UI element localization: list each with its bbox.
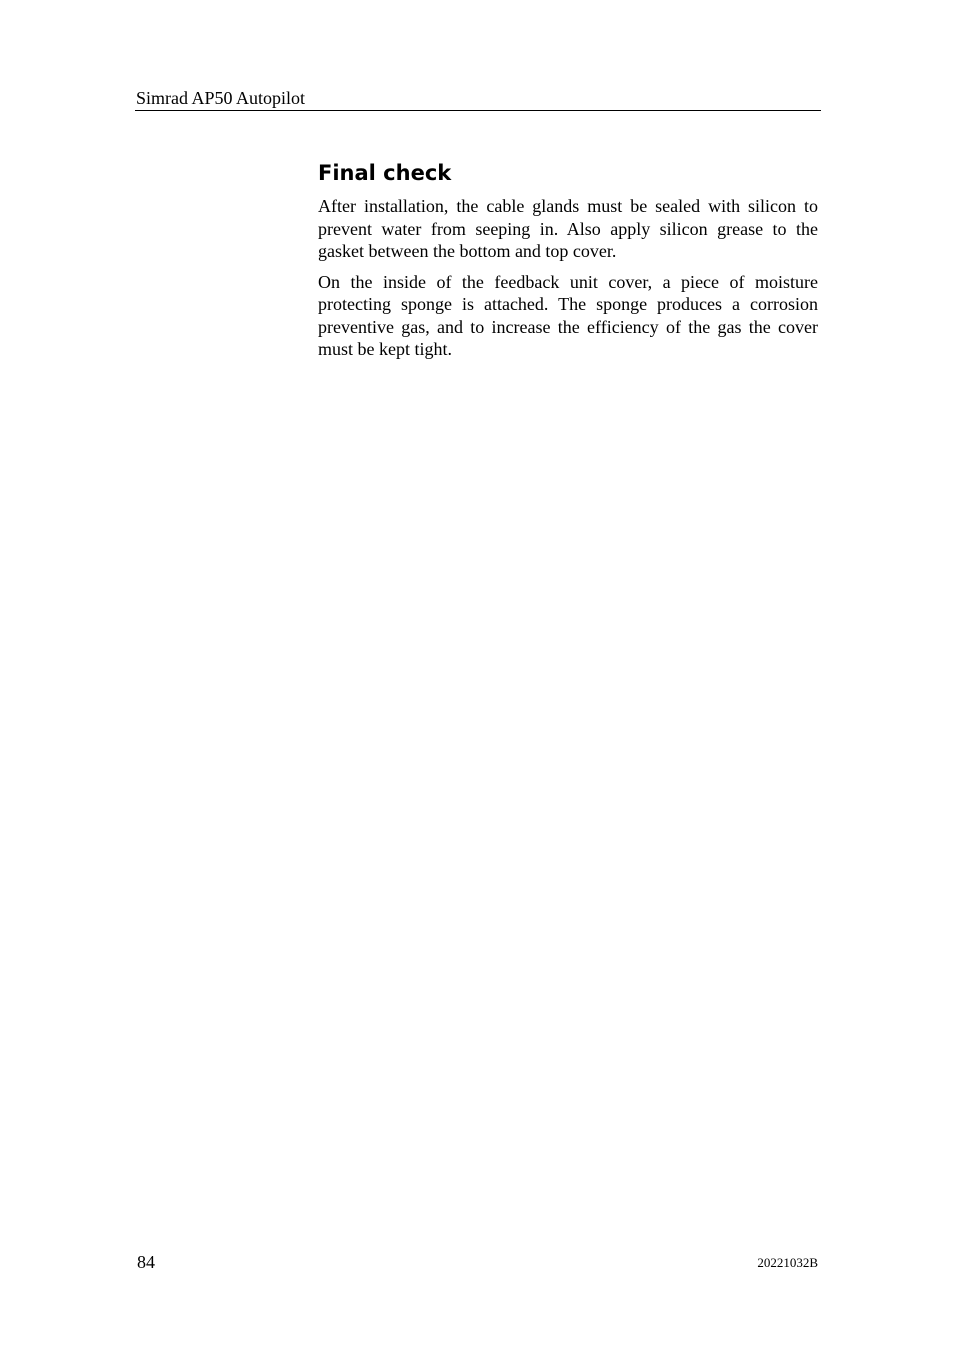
paragraph-sponge: On the inside of the feedback unit cover, a piece of moisture protecting sponge is attached. The sponge produces a corrosion preventive gas, and to increase the efficiency of the gas the cover must be kept tight. — [318, 271, 818, 359]
section-heading: Final check — [318, 161, 452, 185]
paragraph-cable-glands: After installation, the cable glands must be sealed with silicon to prevent water from seeping in. Also apply silicon grease to the gasket between the bottom and top cover. — [318, 196, 818, 261]
document-code: 20221032B — [757, 1255, 818, 1270]
running-header — [135, 86, 821, 111]
main-content — [318, 160, 818, 369]
manual-title: Simrad AP50 Autopilot — [136, 88, 306, 108]
page-number: 84 — [137, 1252, 155, 1272]
